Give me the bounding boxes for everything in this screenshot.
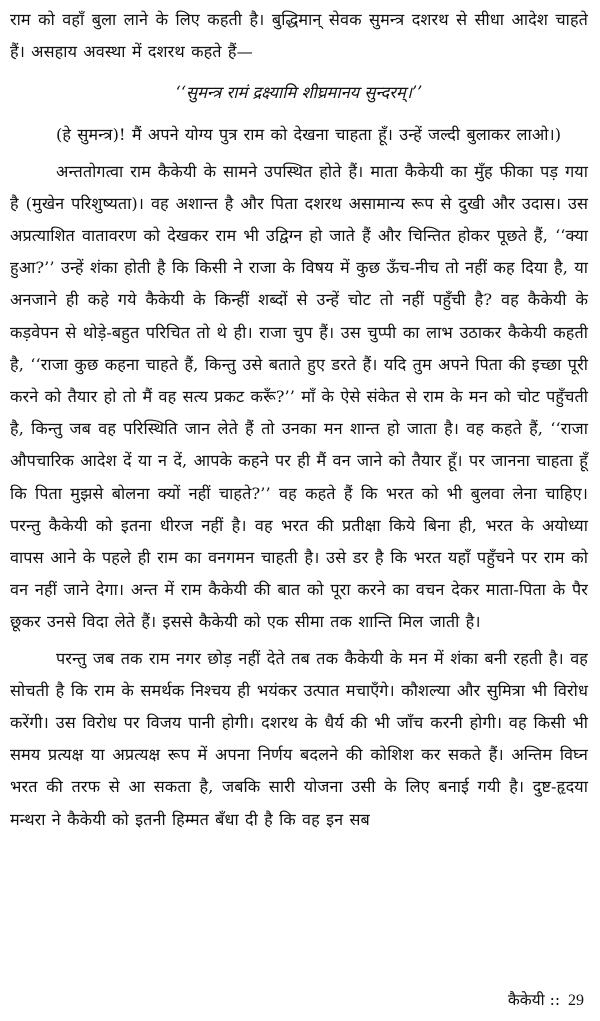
page-number: 29	[568, 992, 584, 1009]
paragraph-opening: राम को वहाँ बुला लाने के लिए कहती है। बुद्धिमान् सेवक सुमन्त्र दशरथ से सीधा आदेश चाहते हैं। असहाय अवस्था में दशरथ कहते हैं—	[10, 10, 588, 62]
running-title: कैकेयी	[507, 991, 545, 1009]
paragraph-kaikeyi-doubts: परन्तु जब तक राम नगर छोड़ नहीं देते तब तक कैकेयी के मन में शंका बनी रहती है। वह सोचती है कि राम के समर्थक निश्चय ही भयंकर उत्पात मचाएँगे। कौशल्या और सुमित्रा भी विरोध करेंगी। उस विरोध पर विजय पानी होगी। दशरथ के धैर्य की भी जाँच करनी होगी। वह किसी भी समय प्रत्यक्ष या अप्रत्यक्ष रूप में अपना निर्णय बदलने की कोशिश कर सकते हैं। अन्तिम विघ्न भरत की तरफ से आ सकता है, जबकि सारी योजना उसी के लिए बनाई गयी है। दुष्ट-हृदया मन्थरा ने कैकेयी को इतनी हिम्मत बँधा दी है कि वह इन सब	[10, 648, 588, 829]
page-footer	[508, 990, 584, 1011]
paragraph-rama-meets-kaikeyi: अन्ततोगत्वा राम कैकेयी के सामने उपस्थित होते हैं। माता कैकेयी का मुँह फीका पड़ गया है (मुखेन परिशुष्यता)। वह अशान्त है और पिता दशरथ असामान्य रूप से दुखी और उदास। उस अप्रत्याशित वातावरण को देखकर राम भी उद्विग्न हो जाते हैं और चिन्तित होकर पूछते हैं, ‘‘क्या हुआ?’’ उन्हें शंका होती है कि किसी ने राजा के विषय में कुछ ऊँच-नीच तो नहीं कह दिया है, या अनजाने ही कहे गये कैकेयी के किन्हीं शब्दों से उन्हें चोट तो नहीं पहुँची है? वह कैकेयी के कड़वेपन से थोड़े-बहुत परिचित तो थे ही। राजा चुप हैं। उस चुप्पी का लाभ उठाकर कैकेयी कहती है, ‘‘राजा कुछ कहना चाहते हैं, किन्तु उसे बताते हुए डरते हैं। यदि तुम अपने पिता की इच्छा पूरी करने को तैयार हो तो मैं वह सत्य प्रकट करूँ?’’ माँ के ऐसे संकेत से राम के मन को चोट पहुँचती है, किन्तु जब वह परिस्थिति जान लेते हैं तो उनका मन शान्त हो जाता है। वह कहते हैं, ‘‘राजा औपचारिक आदेश दें या न दें, आपके कहने पर ही मैं वन जाने को तैयार हूँ। पर जानना चाहता हूँ कि पिता मुझसे बोलना क्यों नहीं चाहते?’’ वह कहते हैं कि भरत को भी बुलवा लेना चाहिए। परन्तु कैकेयी को इतना धीरज नहीं है। वह भरत की प्रतीक्षा किये बिना ही, भरत के अयोध्या वापस आने के पहले ही राम का वनगमन चाहती है। उसे डर है कि भरत यहाँ पहुँचने पर राम को वन नहीं जाने देगा। अन्त में राम कैकेयी की बात को पूरा करने का वचन देकर माता-पिता के पैर छूकर उनसे विदा लेते हैं। इससे कैकेयी को एक सीमा तक शान्ति मिल जाती है।	[10, 161, 588, 632]
paragraph-translation: (हे सुमन्त्र)! मैं अपने योग्य पुत्र राम को देखना चाहता हूँ। उन्हें जल्दी बुलाकर लाओ।)	[56, 125, 562, 145]
sanskrit-quotation: ‘‘सुमन्त्र रामं द्रक्ष्यामि शीघ्रमानय सुन्दरम्।’’	[175, 83, 423, 103]
footer-separator: ::	[549, 991, 561, 1009]
